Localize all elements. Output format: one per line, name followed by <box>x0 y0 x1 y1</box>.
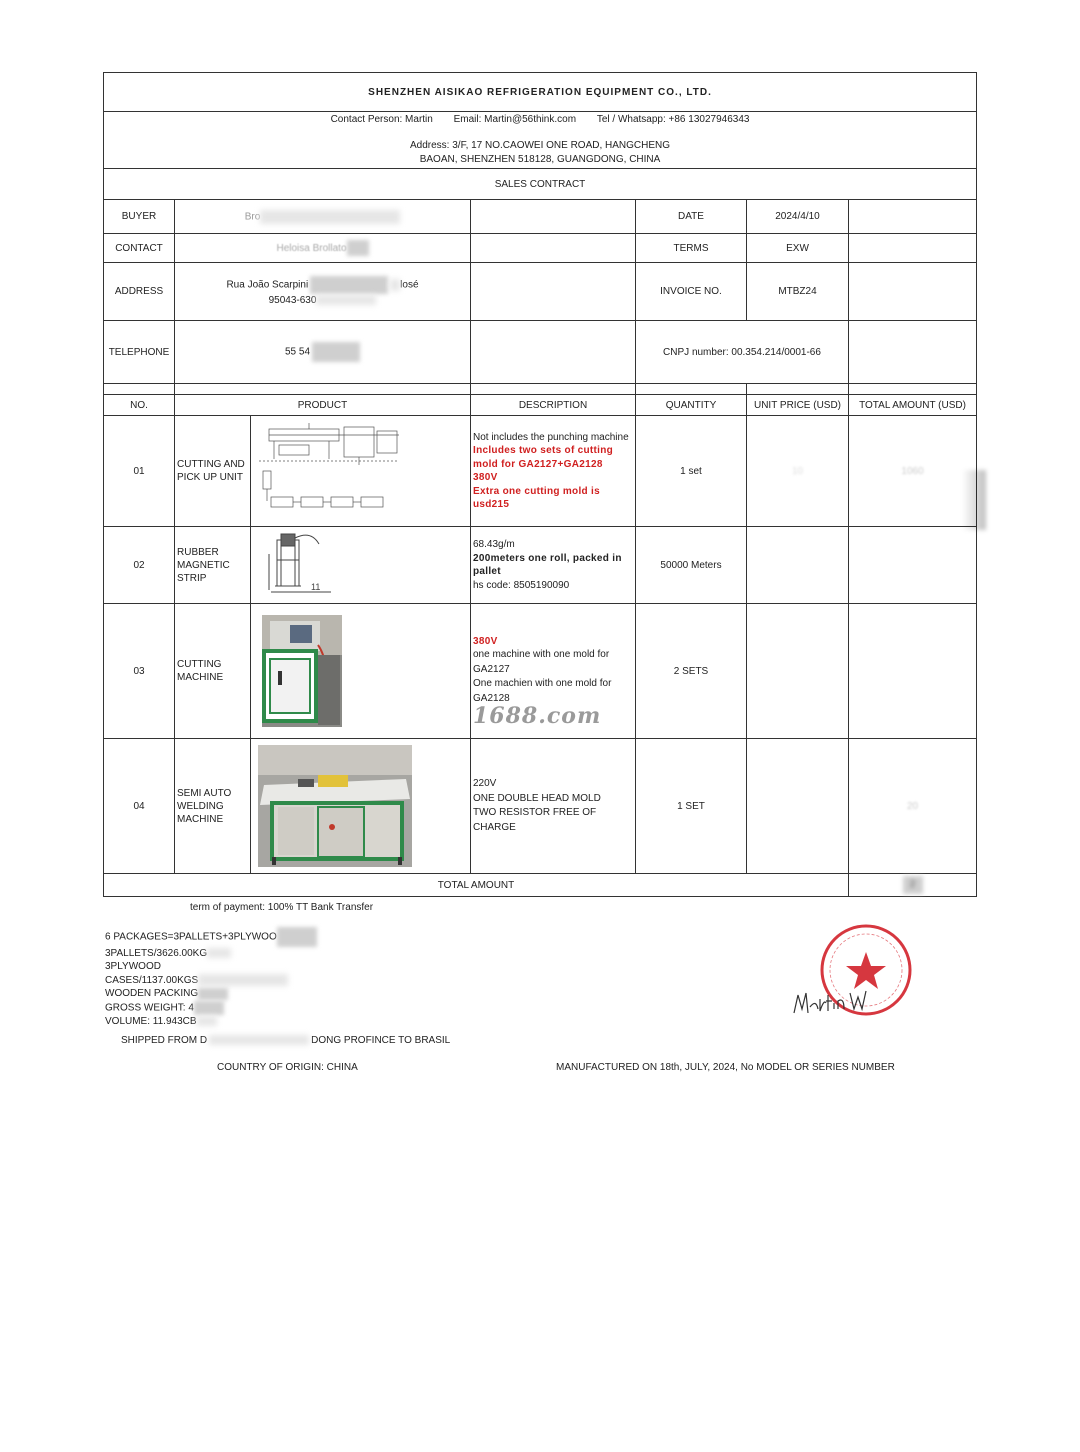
address-label: ADDRESS <box>104 263 175 321</box>
contact-person: Contact Person: Martin <box>330 114 433 125</box>
table-row <box>104 416 977 527</box>
date-label: DATE <box>636 200 747 234</box>
invoice-value: MTBZ24 <box>747 263 849 321</box>
terms-label: TERMS <box>636 234 747 263</box>
buyer-label: BUYER <box>104 200 175 234</box>
welding-machine-photo <box>258 745 412 867</box>
item-product: CUTTING AND PICK UP UNIT <box>175 416 251 527</box>
item-quantity: 50000 Meters <box>636 527 747 604</box>
handwritten-signature <box>790 985 870 1019</box>
terms-extra-cell <box>849 234 977 263</box>
item-product: SEMI AUTO WELDING MACHINE <box>175 739 251 874</box>
total-amount-value: 2 <box>849 874 977 897</box>
total-row <box>104 874 977 897</box>
date-value: 2024/4/10 <box>747 200 849 234</box>
invoice-label: INVOICE NO. <box>636 263 747 321</box>
company-address-line2: BAOAN, SHENZHEN 518128, GUANGDONG, CHINA <box>419 154 661 165</box>
contact-extra-cell <box>471 234 636 263</box>
scan-edge-shadow <box>962 470 986 530</box>
company-name: SHENZHEN AISIKAO REFRIGERATION EQUIPMENT CO., LTD. <box>104 73 977 112</box>
col-product-header: PRODUCT <box>175 395 471 416</box>
item-image-welding-machine-photo <box>251 739 471 874</box>
item-unit-price <box>747 527 849 604</box>
item-total: 20 <box>849 739 977 874</box>
technical-drawing-image <box>259 421 409 521</box>
invoice-extra-cell <box>849 263 977 321</box>
item-quantity: 1 SET <box>636 739 747 874</box>
item-image-magnetic-strip-drawing <box>251 527 471 604</box>
table-row <box>104 604 977 739</box>
table-row <box>104 527 977 604</box>
total-amount-label: TOTAL AMOUNT <box>104 874 849 897</box>
item-description: 68.43g/m 200meters one roll, packed in pallet hs code: 8505190090 <box>471 527 636 604</box>
item-quantity: 2 SETS <box>636 604 747 739</box>
sales-contract-sheet <box>103 72 976 897</box>
item-no: 04 <box>104 739 175 874</box>
contact-value: Heloisa Brollato <box>175 234 471 263</box>
cutting-machine-photo <box>262 615 342 727</box>
shipped-from: SHIPPED FROM D DONG PROFINCE TO BRASIL <box>121 1035 451 1046</box>
col-no-header: NO. <box>104 395 175 416</box>
svg-text:11: 11 <box>311 582 321 592</box>
telephone-value: 55 54 <box>175 321 471 384</box>
item-total <box>849 604 977 739</box>
country-of-origin: COUNTRY OF ORIGIN: CHINA <box>217 1062 358 1073</box>
company-contact-block <box>104 112 977 169</box>
col-total-header: TOTAL AMOUNT (USD) <box>849 395 977 416</box>
item-total <box>849 527 977 604</box>
terms-value: EXW <box>747 234 849 263</box>
company-email: Email: Martin@56think.com <box>453 114 577 125</box>
packing-details: 6 PACKAGES=3PALLETS+3PLYWOO 3PALLETS/3626.00KG 3PLYWOOD CASES/1137.00KGS WOODEN PACKING GROSS WEIGHT: 4 VOLUME: 11.943CB <box>105 927 317 1028</box>
item-unit-price <box>747 739 849 874</box>
buyer-value: Bro <box>175 200 471 234</box>
item-no: 01 <box>104 416 175 527</box>
date-extra-cell <box>849 200 977 234</box>
item-product: CUTTING MACHINE <box>175 604 251 739</box>
manufactured-note: MANUFACTURED ON 18th, JULY, 2024, No MODEL OR SERIES NUMBER <box>556 1062 895 1073</box>
contract-title: SALES CONTRACT <box>104 169 977 200</box>
item-quantity: 1 set <box>636 416 747 527</box>
contact-label: CONTACT <box>104 234 175 263</box>
item-product: RUBBER MAGNETIC STRIP <box>175 527 251 604</box>
table-row <box>104 739 977 874</box>
telephone-label: TELEPHONE <box>104 321 175 384</box>
contract-table <box>103 72 977 897</box>
item-unit-price <box>747 604 849 739</box>
company-address-line1: Address: 3/F, 17 NO.CAOWEI ONE ROAD, HANGCHENG <box>409 140 671 151</box>
item-image-cutting-unit-drawing <box>251 416 471 527</box>
cnpj-number: CNPJ number: 00.354.214/0001-66 <box>636 321 849 384</box>
item-total: 1060 <box>849 416 977 527</box>
col-unit-price-header: UNIT PRICE (USD) <box>747 395 849 416</box>
strip-machine-drawing-image <box>261 530 341 600</box>
telephone-extra-cell <box>471 321 636 384</box>
company-tel: Tel / Whatsapp: +86 13027946343 <box>596 114 750 125</box>
address-extra-cell <box>471 263 636 321</box>
item-unit-price: 10 <box>747 416 849 527</box>
item-no: 02 <box>104 527 175 604</box>
item-image-cutting-machine-photo <box>251 604 471 739</box>
watermark-1688: 1688.com <box>473 703 602 729</box>
col-quantity-header: QUANTITY <box>636 395 747 416</box>
cnpj-extra-cell <box>849 321 977 384</box>
item-description: Not includes the punching machine Includes two sets of cutting mold for GA2127+GA2128 380V Extra one cutting mold is usd215 <box>471 416 636 527</box>
buyer-extra-cell <box>471 200 636 234</box>
address-value: Rua João Scarpini losé 95043-630 <box>175 263 471 321</box>
payment-term: term of payment: 100% TT Bank Transfer <box>190 902 374 913</box>
col-description-header: DESCRIPTION <box>471 395 636 416</box>
item-description: 380V one machine with one mold for GA2127 One machien with one mold for GA2128 1688.com <box>471 604 636 739</box>
item-no: 03 <box>104 604 175 739</box>
item-description: 220V ONE DOUBLE HEAD MOLD TWO RESISTOR FREE OF CHARGE <box>471 739 636 874</box>
